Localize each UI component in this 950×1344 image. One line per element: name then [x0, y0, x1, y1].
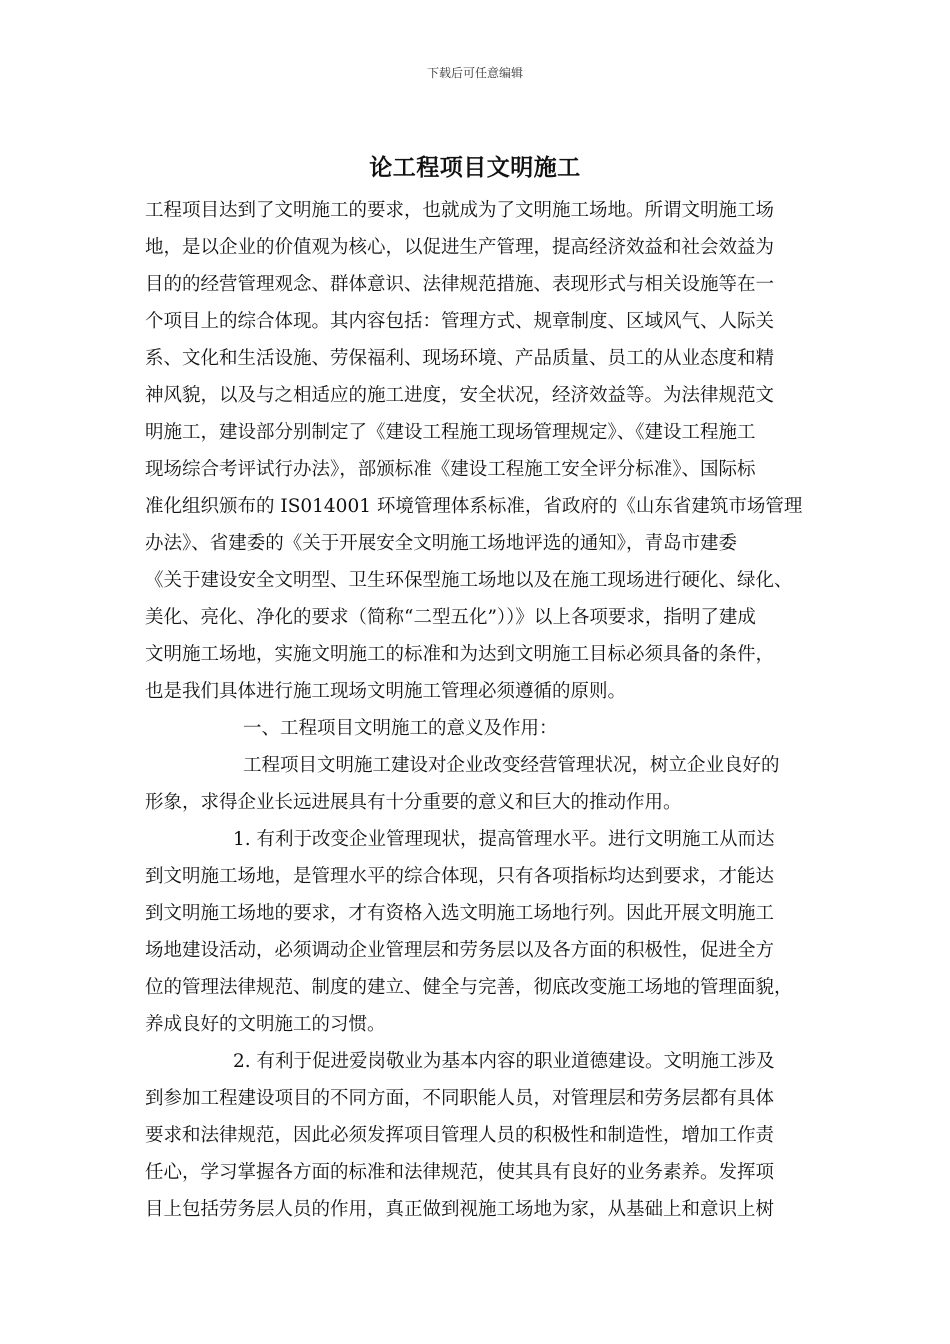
text-line: 到参加工程建设项目的不同方面，不同职能人员，对管理层和劳务层都有具体	[145, 1088, 775, 1109]
document-title: 论工程项目文明施工	[369, 154, 581, 181]
text-line: 地，是以企业的价值观为核心，以促进生产管理，提高经济效益和社会效益为	[145, 237, 775, 258]
text-line: 场地建设活动，必须调动企业管理层和劳务层以及各方面的积极性，促进全方	[145, 940, 775, 961]
section-heading: 一、工程项目文明施工的意义及作用：	[243, 718, 558, 739]
text-line: 文明施工场地，实施文明施工的标准和为达到文明施工目标必须具备的条件，	[145, 644, 775, 665]
paragraph-first-line: 2. 有利于促进爱岗敬业为基本内容的职业道德建设。文明施工涉及	[233, 1051, 775, 1072]
text-line: 任心，学习掌握各方面的标准和法律规范，使其具有良好的业务素养。发挥项	[145, 1162, 775, 1183]
text-line: 养成良好的文明施工的习惯。	[145, 1014, 386, 1035]
text-line: 准化组织颁布的 IS014001 环境管理体系标准，省政府的《山东省建筑市场管理	[145, 496, 803, 517]
text-line: 目的的经营管理观念、群体意识、法律规范措施、表现形式与相关设施等在一	[145, 274, 775, 295]
paragraph-first-line: 1. 有利于改变企业管理现状，提高管理水平。进行文明施工从而达	[233, 829, 775, 850]
text-line: 目上包括劳务层人员的作用，真正做到视施工场地为家，从基础上和意识上树	[145, 1199, 775, 1220]
text-line: 美化、亮化、净化的要求（简称“二型五化”））》以上各项要求，指明了建成	[145, 607, 756, 628]
text-line: 《关于建设安全文明型、卫生环保型施工场地以及在施工现场进行硬化、绿化、	[145, 570, 793, 591]
text-line: 系、文化和生活设施、劳保福利、现场环境、产品质量、员工的从业态度和精	[145, 348, 775, 369]
text-line: 到文明施工场地，是管理水平的综合体现，只有各项指标均达到要求，才能达	[145, 866, 775, 887]
text-line: 办法》、省建委的《关于开展安全文明施工场地评选的通知》，青岛市建委	[145, 533, 738, 554]
text-line: 神风貌，以及与之相适应的施工进度，安全状况，经济效益等。为法律规范文	[145, 385, 775, 406]
document-body	[145, 192, 825, 1228]
text-line: 也是我们具体进行施工现场文明施工管理必须遵循的原则。	[145, 681, 627, 702]
text-line: 到文明施工场地的要求，才有资格入选文明施工场地行列。因此开展文明施工	[145, 903, 775, 924]
text-line: 形象，求得企业长远进展具有十分重要的意义和巨大的推动作用。	[145, 792, 682, 813]
paragraph-first-line: 工程项目文明施工建设对企业改变经营管理状况，树立企业良好的	[243, 755, 780, 776]
text-line: 现场综合考评试行办法》，部颁标准《建设工程施工安全评分标准》、国际标	[145, 459, 756, 480]
text-line: 个项目上的综合体现。其内容包括：管理方式、规章制度、区域风气、人际关	[145, 311, 775, 332]
text-line: 位的管理法律规范、制度的建立、健全与完善，彻底改变施工场地的管理面貌，	[145, 977, 793, 998]
page-header-note: 下载后可任意编辑	[426, 66, 523, 80]
text-line: 明施工，建设部分别制定了《建设工程施工现场管理规定》、《建设工程施工	[145, 422, 756, 443]
text-line: 要求和法律规范，因此必须发挥项目管理人员的积极性和制造性，增加工作责	[145, 1125, 775, 1146]
text-line: 工程项目达到了文明施工的要求，也就成为了文明施工场地。所谓文明施工场	[145, 200, 775, 221]
